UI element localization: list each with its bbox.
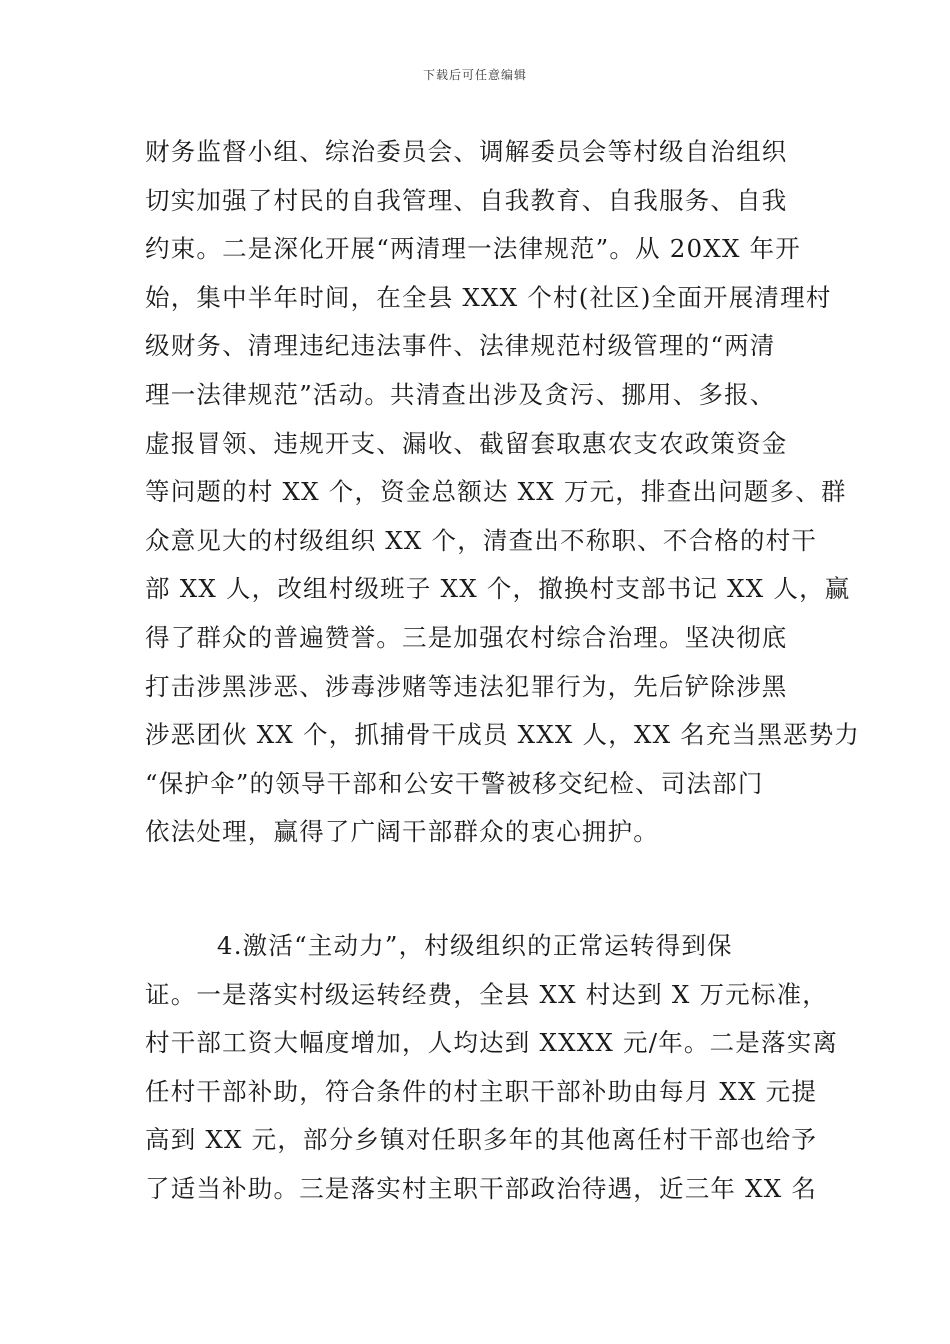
text-line: 得了群众的普遍赞誉。三是加强农村综合治理。坚决彻底 [145, 622, 788, 652]
text-line: 村干部工资大幅度增加，人均达到 XXXX 元/年。二是落实离 [145, 1028, 839, 1058]
text-line: 约束。二是深化开展“两清理一法律规范”。从 20XX 年开 [145, 234, 801, 264]
text-line: 证。一是落实村级运转经费，全县 XX 村达到 X 万元标准， [145, 979, 828, 1009]
text-line: 级财务、清理违纪违法事件、法律规范村级管理的“两清 [145, 331, 776, 361]
text-line: 依法处理，赢得了广阔干部群众的衷心拥护。 [145, 817, 659, 847]
text-line: 虚报冒领、违规开支、漏收、截留套取惠农支农政策资金 [145, 428, 788, 458]
text-line: 任村干部补助，符合条件的村主职干部补助由每月 XX 元提 [145, 1076, 818, 1106]
text-line: “保护伞”的领导干部和公安干警被移交纪检、司法部门 [145, 768, 764, 798]
text-line: 众意见大的村级组织 XX 个，清查出不称职、不合格的村干 [145, 525, 818, 555]
text-line: 始，集中半年时间，在全县 XXX 个村(社区)全面开展清理村 [145, 282, 832, 312]
text-line: 切实加强了村民的自我管理、自我教育、自我服务、自我 [145, 185, 788, 215]
text-line: 了适当补助。三是落实村主职干部政治待遇，近三年 XX 名 [145, 1173, 818, 1203]
text-line: 部 XX 人，改组村级班子 XX 个，撤换村支部书记 XX 人，赢 [145, 574, 851, 604]
text-line: 涉恶团伙 XX 个，抓捕骨干成员 XXX 人，XX 名充当黑恶势力 [145, 720, 861, 750]
text-line: 高到 XX 元，部分乡镇对任职多年的其他离任村干部也给予 [145, 1125, 818, 1155]
text-line: 等问题的村 XX 个，资金总额达 XX 万元，排查出问题多、群 [145, 477, 847, 507]
page-header: 下载后可任意编辑 [422, 68, 527, 82]
text-line: 财务监督小组、综治委员会、调解委员会等村级自治组织 [145, 137, 788, 166]
text-line: 4.激活“主动力”，村级组织的正常运转得到保 [145, 931, 733, 960]
paragraph-2 [145, 922, 839, 1214]
paragraph-1 [145, 128, 861, 857]
text-line: 打击涉黑涉恶、涉毒涉赌等违法犯罪行为，先后铲除涉黑 [145, 671, 788, 701]
text-line: 理一法律规范”活动。共清查出涉及贪污、挪用、多报、 [145, 379, 776, 409]
